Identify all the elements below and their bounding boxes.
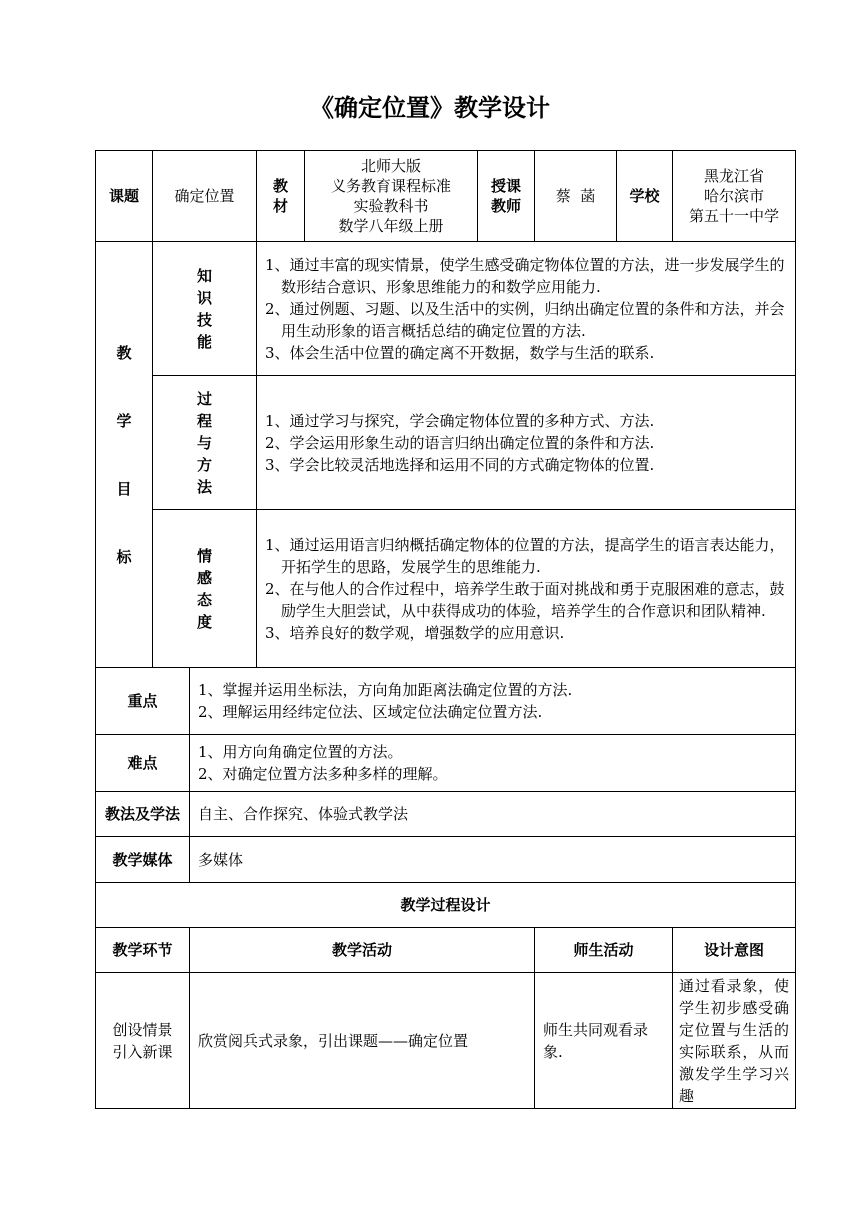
stage-line: 引入新课: [112, 1042, 173, 1061]
knowledge-label: [153, 242, 257, 376]
media-row: [96, 837, 796, 883]
objective-knowledge-row: [96, 242, 796, 376]
school-value: [673, 151, 796, 242]
table-row: [96, 973, 796, 1109]
process-label-char: 与: [196, 433, 212, 452]
list-item: 1、通过运用语言归纳概括确定物体的位置的方法，提高学生的语言表达能力，开拓学生的思路，发展学生的思维能力.: [265, 535, 785, 576]
topic-value: 确定位置: [153, 151, 257, 242]
list-item: 1、用方向角确定位置的方法。: [198, 743, 403, 761]
list-item: 2、理解运用经纬定位法、区域定位法确定位置方法.: [198, 703, 543, 721]
stage-cell: [96, 973, 190, 1109]
teacher-value: 蔡 菡: [535, 151, 617, 242]
stage-line: 创设情景: [112, 1020, 173, 1039]
difficulties-row: [96, 735, 796, 792]
emotion-label-char: 情: [196, 546, 212, 565]
col-purpose-header: 设计意图: [673, 928, 796, 973]
interaction-cell: 师生共同观看录象.: [535, 973, 673, 1109]
lesson-plan-table: [95, 150, 796, 1109]
process-label-char: 过: [196, 389, 212, 408]
col-stage-header: 教学环节: [96, 928, 190, 973]
objective-process-row: [96, 376, 796, 510]
knowledge-label-char: 识: [196, 288, 212, 307]
textbook-line: 北师大版: [360, 157, 421, 175]
process-label-char: 程: [196, 411, 212, 430]
textbook-label: [257, 151, 305, 242]
objectives-label-char: 标: [116, 547, 132, 566]
difficulties-label: 难点: [96, 735, 190, 792]
list-item: 1、通过丰富的现实情景，使学生感受确定物体位置的方法，进一步发展学生的数形结合意识、形象思维能力的和数学应用能力.: [265, 255, 785, 296]
school-label: 学校: [617, 151, 673, 242]
teacher-label: [478, 151, 535, 242]
list-item: 2、在与他人的合作过程中，培养学生敢于面对挑战和勇于克服困难的意志，鼓励学生大胆尝试，从中获得成功的体验，培养学生的合作意识和团队精神.: [265, 579, 785, 620]
activity-cell: 欣赏阅兵式录象，引出课题——确定位置: [190, 973, 535, 1109]
process-label: [153, 376, 257, 510]
list-item: 1、通过学习与探究，学会确定物体位置的多种方式、方法.: [265, 411, 655, 430]
textbook-label-line: 材: [272, 197, 288, 215]
knowledge-label-char: 技: [196, 310, 212, 329]
list-item: 2、通过例题、习题、以及生活中的实例，归纳出确定位置的条件和方法，并会用生动形象的语言概括总结的确定位置的方法.: [265, 299, 785, 340]
col-interaction-header: 师生活动: [535, 928, 673, 973]
key-points-row: [96, 668, 796, 735]
list-item: 2、学会运用形象生动的语言归纳出确定位置的条件和方法.: [265, 433, 655, 452]
knowledge-content: [257, 242, 796, 376]
topic-label: 课题: [96, 151, 153, 242]
textbook-label-line: 教: [272, 177, 288, 195]
teacher-label-line: 教师: [490, 197, 521, 215]
emotion-label-char: 感: [196, 568, 212, 587]
page-title: 《确定位置》教学设计: [310, 94, 550, 122]
school-line: 第五十一中学: [688, 207, 779, 225]
process-label-char: 方: [196, 455, 212, 474]
school-line: 哈尔滨市: [703, 187, 764, 205]
process-label-char: 法: [196, 477, 212, 496]
knowledge-label-char: 能: [196, 332, 212, 351]
list-item: 3、学会比较灵活地选择和运用不同的方式确定物体的位置.: [265, 455, 655, 474]
textbook-line: 实验教科书: [353, 197, 429, 215]
emotion-label: [153, 510, 257, 668]
process-content: [257, 376, 796, 510]
emotion-label-char: 态: [196, 590, 212, 609]
difficulties-content: [190, 735, 796, 792]
school-line: 黑龙江省: [703, 167, 764, 185]
media-value: 多媒体: [190, 837, 796, 883]
textbook-value: [305, 151, 478, 242]
col-activity-header: 教学活动: [190, 928, 535, 973]
knowledge-label-char: 知: [196, 266, 212, 285]
objectives-label-char: 学: [116, 411, 132, 430]
methods-value: 自主、合作探究、体验式教学法: [190, 792, 796, 837]
objective-emotion-row: [96, 510, 796, 668]
list-item: 3、培养良好的数学观，增强数学的应用意识.: [265, 623, 565, 642]
process-design-heading-row: [96, 883, 796, 928]
process-design-header-row: [96, 928, 796, 973]
objectives-label-char: 目: [116, 479, 132, 498]
key-points-content: [190, 668, 796, 735]
objectives-label-char: 教: [116, 343, 132, 362]
textbook-line: 数学八年级上册: [338, 217, 444, 235]
list-item: 3、体会生活中位置的确定离不开数据，数学与生活的联系.: [265, 343, 655, 362]
teacher-label-line: 授课: [490, 177, 521, 195]
header-row: [96, 151, 796, 242]
media-label: 教学媒体: [96, 837, 190, 883]
emotion-label-char: 度: [196, 612, 212, 631]
list-item: 1、掌握并运用坐标法，方向角加距离法确定位置的方法.: [198, 681, 573, 699]
list-item: 2、对确定位置方法多种多样的理解。: [198, 765, 448, 783]
methods-label: 教法及学法: [96, 792, 190, 837]
emotion-content: [257, 510, 796, 668]
objectives-label: [96, 242, 153, 668]
key-points-label: 重点: [96, 668, 190, 735]
purpose-cell: 通过看录象，使学生初步感受确定位置与生活的实际联系，从而激发学生学习兴趣: [673, 973, 796, 1109]
methods-row: [96, 792, 796, 837]
textbook-line: 义务教育课程标准: [330, 177, 451, 195]
process-design-heading: 教学过程设计: [96, 883, 796, 928]
